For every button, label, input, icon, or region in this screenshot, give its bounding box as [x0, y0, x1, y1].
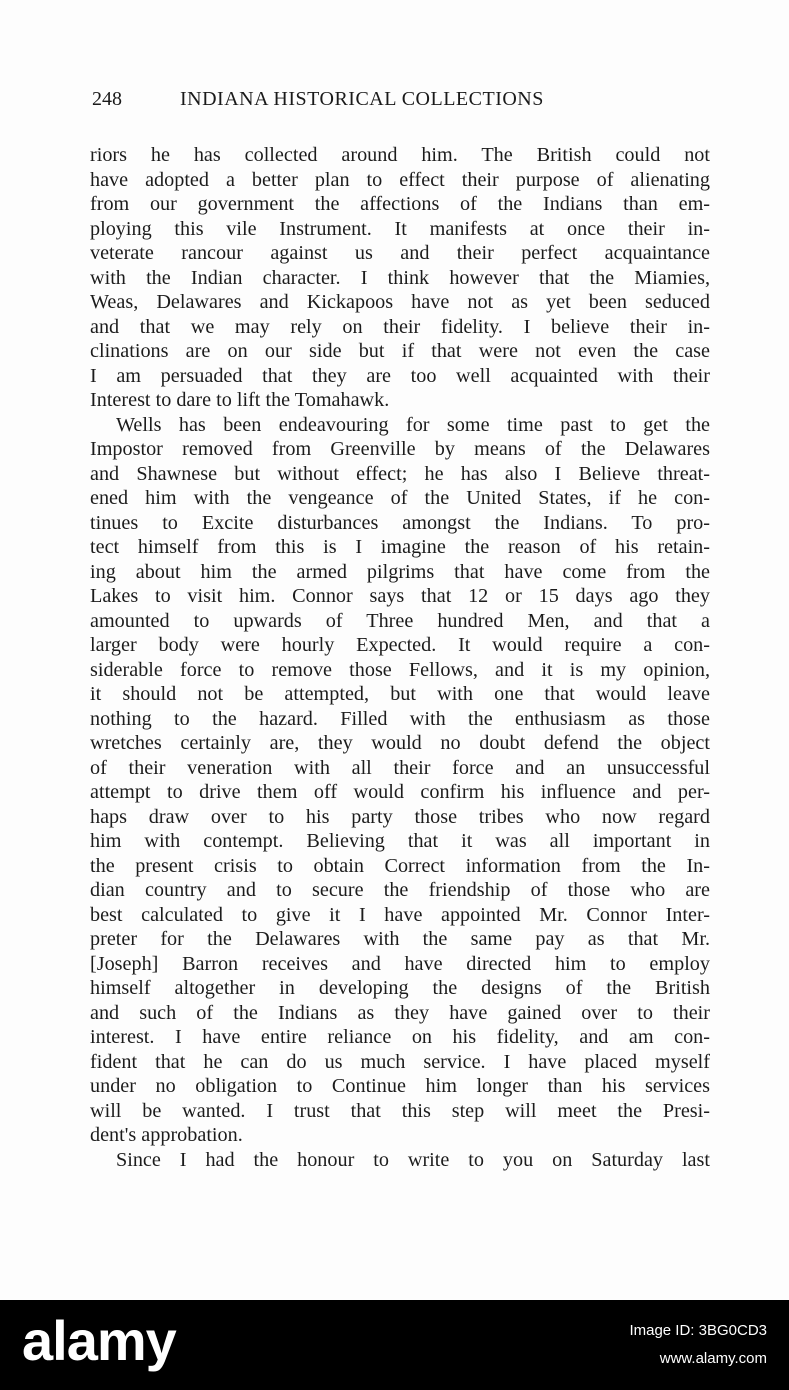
text-line: and such of the Indians as they have gained over to their [90, 1001, 710, 1024]
text-line: Impostor removed from Greenville by means of the Delawares [90, 438, 710, 460]
text-line: ploying this vile Instrument. It manifests at once their in- [90, 217, 710, 240]
text-line: nothing to the hazard. Filled with the enthusiasm as those [90, 707, 710, 730]
text-line: best calculated to give it I have appointed Mr. Connor Inter- [90, 903, 710, 926]
text-line: with the Indian character. I think however that the Miamies, [90, 266, 710, 289]
watermark-bar [0, 1300, 789, 1390]
text-line: him with contempt. Believing that it was all important in [90, 830, 710, 852]
text-line: will be wanted. I trust that this step will meet the Presi- [90, 1099, 710, 1122]
text-line: riors he has collected around him. The British could not [90, 144, 710, 166]
body-text [90, 143, 710, 1172]
text-line: haps draw over to his party those tribes who now regard [90, 805, 710, 828]
text-line: the present crisis to obtain Correct information from the In- [90, 854, 710, 877]
text-line: I am persuaded that they are too well acquainted with their [90, 364, 710, 387]
text-line: [Joseph] Barron receives and have directed him to employ [90, 952, 710, 975]
page-header [92, 88, 712, 118]
text-line: dent's approbation. [90, 1124, 243, 1146]
text-line: Wells has been endeavouring for some time past to get the [116, 413, 710, 436]
text-line: Interest to dare to lift the Tomahawk. [90, 389, 390, 411]
text-line: clinations are on our side but if that were not even the case [90, 340, 710, 362]
page-number: 248 [92, 88, 122, 110]
text-line: of their veneration with all their force and an unsuccessful [90, 756, 710, 779]
text-line: fident that he can do us much service. I have placed myself [90, 1050, 710, 1073]
text-line: Lakes to visit him. Connor says that 12 or 15 days ago they [90, 585, 710, 607]
text-line: preter for the Delawares with the same pay as that Mr. [90, 928, 710, 950]
text-line: under no obligation to Continue him longer than his services [90, 1075, 710, 1097]
text-line: ened him with the vengeance of the United States, if he con- [90, 487, 710, 509]
text-line: himself altogether in developing the designs of the British [90, 977, 710, 999]
text-line: larger body were hourly Expected. It would require a con- [90, 634, 710, 656]
text-line: amounted to upwards of Three hundred Men, and that a [90, 609, 710, 632]
text-line: Since I had the honour to write to you on Saturday last [116, 1148, 710, 1171]
text-line: veterate rancour against us and their perfect acquaintance [90, 242, 710, 264]
text-line: ing about him the armed pilgrims that have come from the [90, 560, 710, 583]
text-line: from our government the affections of the Indians than em- [90, 193, 710, 215]
text-line: wretches certainly are, they would no doubt defend the object [90, 732, 710, 754]
text-line: attempt to drive them off would confirm his influence and per- [90, 781, 710, 803]
text-line: and that we may rely on their fidelity. I believe their in- [90, 315, 710, 338]
text-line: have adopted a better plan to effect their purpose of alienating [90, 168, 710, 191]
text-line: Weas, Delawares and Kickapoos have not as yet been seduced [90, 291, 710, 313]
text-line: dian country and to secure the friendship of those who are [90, 879, 710, 901]
text-line: tinues to Excite disturbances amongst the Indians. To pro- [90, 511, 710, 534]
text-line: it should not be attempted, but with one that would leave [90, 683, 710, 705]
watermark-url: www.alamy.com [659, 1350, 767, 1367]
alamy-logo: alamy [22, 1309, 176, 1372]
text-line: siderable force to remove those Fellows, and it is my opinion, [90, 658, 710, 681]
running-title: INDIANA HISTORICAL COLLECTIONS [180, 88, 544, 110]
text-line: and Shawnese but without effect; he has also I Believe threat- [90, 462, 710, 485]
text-line: interest. I have entire reliance on his fidelity, and am con- [90, 1026, 710, 1048]
image-id-label: Image ID: 3BG0CD3 [629, 1322, 767, 1339]
text-line: tect himself from this is I imagine the reason of his retain- [90, 536, 710, 558]
